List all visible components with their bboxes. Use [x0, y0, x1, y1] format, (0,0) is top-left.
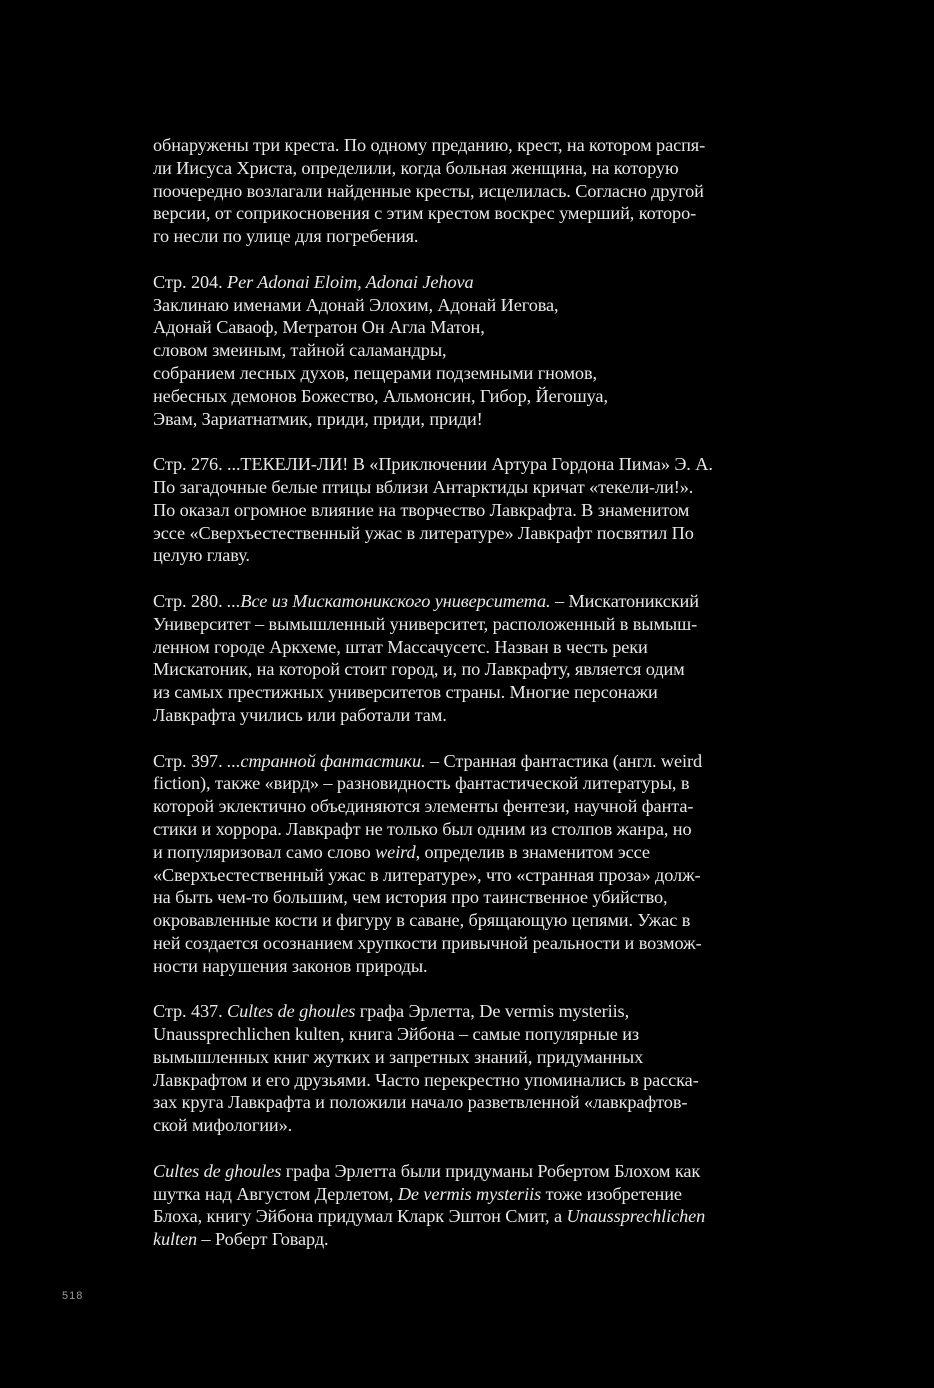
note-title: Cultes de ghoules — [227, 1001, 356, 1022]
text-line: на быть чем-то большим, чем история про таинственное убийство, — [153, 887, 668, 908]
text-fragment: тоже изобретение — [541, 1183, 682, 1204]
page-number: 518 — [62, 1290, 84, 1302]
note-page-437 — [153, 1000, 803, 1137]
text-line: Лавкрафтом и его друзьями. Часто перекрестно упоминались в расска- — [153, 1069, 699, 1090]
text-line: версии, от соприкосновения с этим крестом воскрес умерший, которо- — [153, 203, 697, 224]
text-fragment: – Роберт Говард. — [197, 1229, 329, 1250]
italic-term: Cultes de ghoules — [153, 1160, 282, 1181]
note-ref: Стр. 204. — [153, 271, 228, 292]
note-page-204 — [153, 271, 803, 431]
text-line: fiction), также «вирд» – разновидность фантастической литературы, в — [153, 773, 690, 794]
text-fragment: и популяризовал само слово — [153, 841, 376, 862]
note-heading — [153, 271, 803, 294]
text-line — [153, 1183, 803, 1206]
text-line: из самых престижных университетов страны. Многие персонажи — [153, 682, 658, 703]
text-line: Лавкрафта учились или работали там. — [153, 704, 447, 725]
text-line: Университет – вымышленный университет, расположенный в вымыш- — [153, 613, 698, 634]
note-title: ...Все из Мискатоникского университета. — [227, 590, 551, 611]
note-title: Per Adonai Eloim, Adonai Jehova — [227, 271, 474, 292]
text-line — [153, 1160, 803, 1183]
text-line: стики и хоррора. Лавкрафт не только был одним из столпов жанра, но — [153, 818, 692, 839]
text-line: Адонай Саваоф, Метратон Он Агла Матон, — [153, 317, 485, 338]
text-line: которой эклектично объединяются элементы фентези, научной фанта- — [153, 796, 694, 817]
note-title: ...странной фантастики. — [227, 750, 426, 771]
text-line: вымышленных книг жутких и запретных знаний, придуманных — [153, 1046, 644, 1067]
note-heading — [153, 750, 803, 773]
text-line: По загадочные белые птицы вблизи Антарктиды кричат «текели-ли!». — [153, 476, 694, 497]
text-line: Заклинаю именами Адонай Элохим, Адонай Иегова, — [153, 294, 559, 315]
italic-term: weird — [375, 841, 416, 862]
note-heading-rest: – Странная фантастика (англ. weird — [425, 750, 703, 771]
page-body — [153, 134, 803, 1274]
note-ref: Стр. 280. — [153, 590, 228, 611]
note-heading-rest: графа Эрлетта, De vermis mysteriis, — [355, 1001, 630, 1022]
text-line: ности нарушения законов природы. — [153, 955, 428, 976]
text-fragment: , определив в знаменитом эссе — [415, 841, 650, 862]
note-heading — [153, 1000, 803, 1023]
note-page-276 — [153, 453, 803, 567]
note-page-397 — [153, 750, 803, 978]
note-page-280 — [153, 590, 803, 727]
text-line: словом змеиным, тайной саламандры, — [153, 340, 447, 361]
text-line: го несли по улице для погребения. — [153, 226, 419, 247]
text-line: ней создается осознанием хрупкости привычной реальности и возмож- — [153, 932, 702, 953]
text-line: поочередно возлагали найденные кресты, исцелилась. Согласно другой — [153, 180, 704, 201]
note-ref: Стр. 437. — [153, 1001, 228, 1022]
text-line: Мискатоник, на которой стоит город, и, по Лавкрафту, является одим — [153, 659, 685, 680]
text-fragment: графа Эрлетта были придуманы Робертом Блохом как — [281, 1160, 701, 1181]
italic-term: Unaussprechlichen — [566, 1206, 706, 1227]
text-line — [153, 841, 803, 864]
text-fragment: Блоха, книгу Эйбона придумал Кларк Эштон Смит, а — [153, 1206, 567, 1227]
italic-term: kulten — [153, 1229, 198, 1250]
text-line — [153, 1228, 803, 1251]
paragraph-book-origins — [153, 1160, 803, 1251]
text-line: эссе «Сверхъестественный ужас в литературе» Лавкрафт посвятил По — [153, 522, 694, 543]
text-line — [153, 1205, 803, 1228]
note-ref: Стр. 397. — [153, 750, 228, 771]
text-line: собранием лесных духов, пещерами подземными гномов, — [153, 362, 597, 383]
text-line: Эвам, Зариатнатмик, приди, приди, приди! — [153, 408, 483, 429]
text-line: небесных демонов Божество, Альмонсин, Гибор, Йегошуа, — [153, 385, 608, 406]
note-heading-rest: – Мискатоникский — [550, 590, 699, 611]
note-heading — [153, 590, 803, 613]
paragraph-cross-legend — [153, 134, 803, 248]
italic-term: De vermis mysteriis — [397, 1183, 542, 1204]
text-line: обнаружены три креста. По одному преданию, крест, на котором распя- — [153, 135, 706, 155]
text-fragment: шутка над Августом Дерлетом, — [153, 1183, 398, 1204]
text-line: Unaussprechlichen kulten, книга Эйбона – самые популярные из — [153, 1024, 640, 1045]
text-line: целую главу. — [153, 545, 250, 566]
text-line: «Сверхъестественный ужас в литературе», что «странная проза» долж- — [153, 864, 701, 885]
text-line: зах круга Лавкрафта и положили начало разветвленной «лавкрафтов- — [153, 1092, 688, 1113]
text-line: окровавленные кости и фигуру в саване, брящающую цепями. Ужас в — [153, 910, 691, 931]
text-line: Стр. 276. ...ТЕКЕЛИ-ЛИ! В «Приключении Артура Гордона Пима» Э. А. — [153, 454, 713, 475]
text-line: По оказал огромное влияние на творчество Лавкрафта. В знаменитом — [153, 499, 690, 520]
text-line: ленном городе Аркхеме, штат Массачусетс. Назван в честь реки — [153, 636, 648, 657]
text-line: ской мифологии». — [153, 1115, 293, 1136]
text-line: ли Иисуса Христа, определили, когда больная женщина, на которую — [153, 157, 679, 178]
